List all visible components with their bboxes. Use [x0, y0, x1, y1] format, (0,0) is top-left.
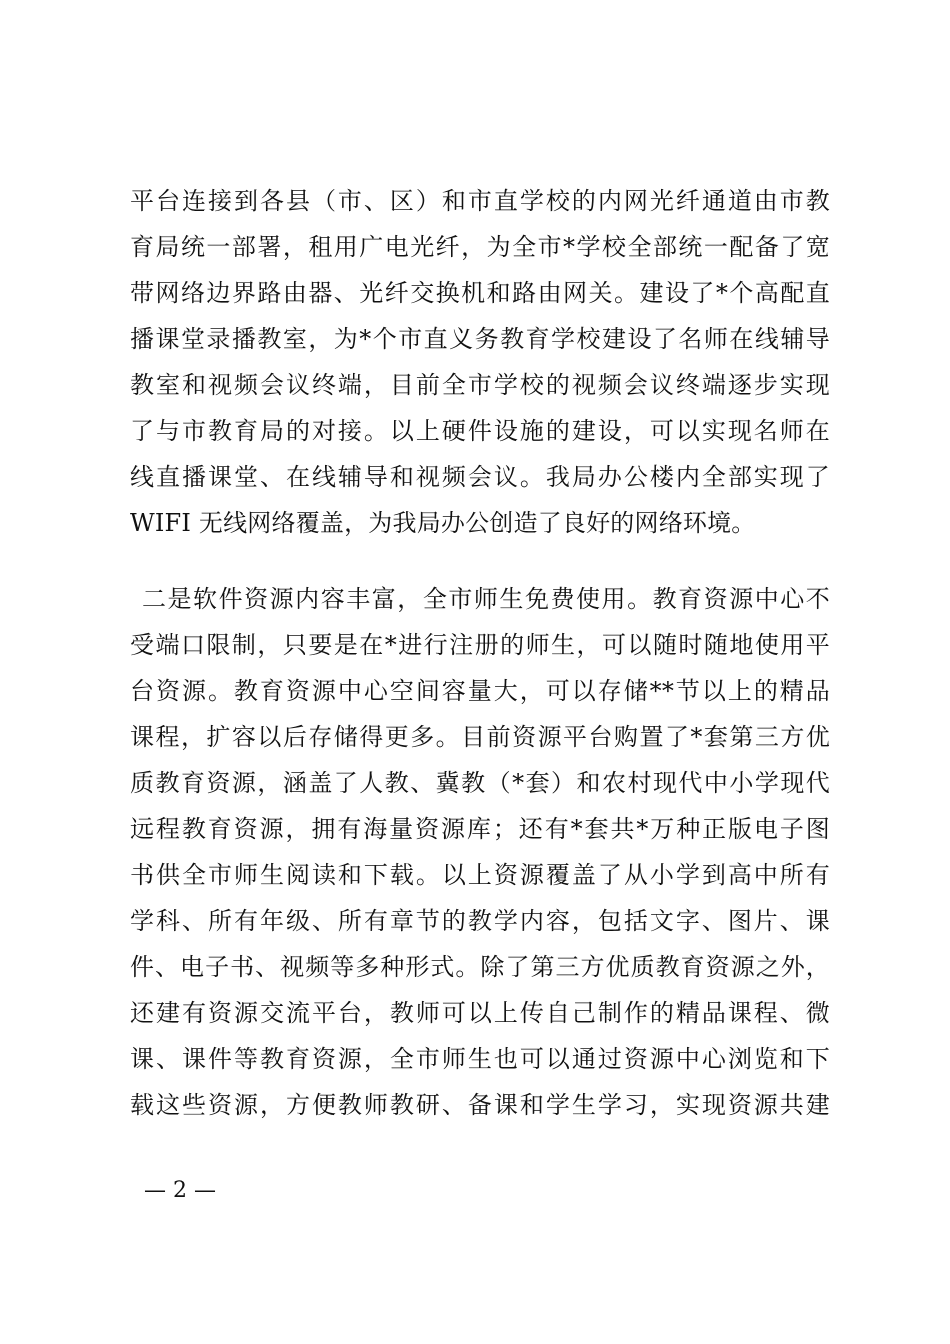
text-line: 线直播课堂、在线辅导和视频会议。我局办公楼内全部实现了 — [130, 463, 830, 491]
text-line: 育局统一部署，租用广电光纤，为全市*学校全部统一配备了宽 — [130, 233, 830, 261]
text-line: 教室和视频会议终端，目前全市学校的视频会议终端逐步实现 — [130, 371, 830, 399]
text-line: 载这些资源，方便教师教研、备课和学生学习，实现资源共建 — [130, 1091, 830, 1119]
text-line: 平台连接到各县（市、区）和市直学校的内网光纤通道由市教 — [130, 187, 830, 215]
text-line: 带网络边界路由器、光纤交换机和路由网关。建设了*个高配直 — [130, 279, 830, 307]
text-line: 受端口限制，只要是在*进行注册的师生，可以随时随地使用平 — [130, 631, 830, 659]
text-line: 书供全市师生阅读和下载。以上资源覆盖了从小学到高中所有 — [130, 861, 830, 889]
text-line: 质教育资源，涵盖了人教、冀教（*套）和农村现代中小学现代 — [130, 769, 830, 797]
text-line: 远程教育资源，拥有海量资源库；还有*套共*万种正版电子图 — [130, 815, 830, 843]
paragraph-hardware — [130, 178, 830, 546]
text-line: 还建有资源交流平台，教师可以上传自己制作的精品课程、微 — [130, 999, 830, 1027]
text-line: WIFI 无线网络覆盖，为我局办公创造了良好的网络环境。 — [130, 509, 756, 537]
text-line: 课程，扩容以后存储得更多。目前资源平台购置了*套第三方优 — [130, 723, 830, 751]
paragraph-software — [130, 576, 830, 1128]
text-line: 课、课件等教育资源，全市师生也可以通过资源中心浏览和下 — [130, 1045, 830, 1073]
text-line: 二是软件资源内容丰富，全市师生免费使用。教育资源中心不 — [142, 585, 830, 613]
text-line: 件、电子书、视频等多种形式。除了第三方优质教育资源之外， — [130, 953, 830, 981]
text-line: 学科、所有年级、所有章节的教学内容，包括文字、图片、课 — [130, 907, 830, 935]
text-line: 台资源。教育资源中心空间容量大，可以存储**节以上的精品 — [130, 677, 830, 705]
text-line: 了与市教育局的对接。以上硬件设施的建设，可以实现名师在 — [130, 417, 830, 445]
text-line: 播课堂录播教室，为*个市直义务教育学校建设了名师在线辅导 — [130, 325, 830, 353]
page-number: — 2 — — [144, 1178, 216, 1203]
